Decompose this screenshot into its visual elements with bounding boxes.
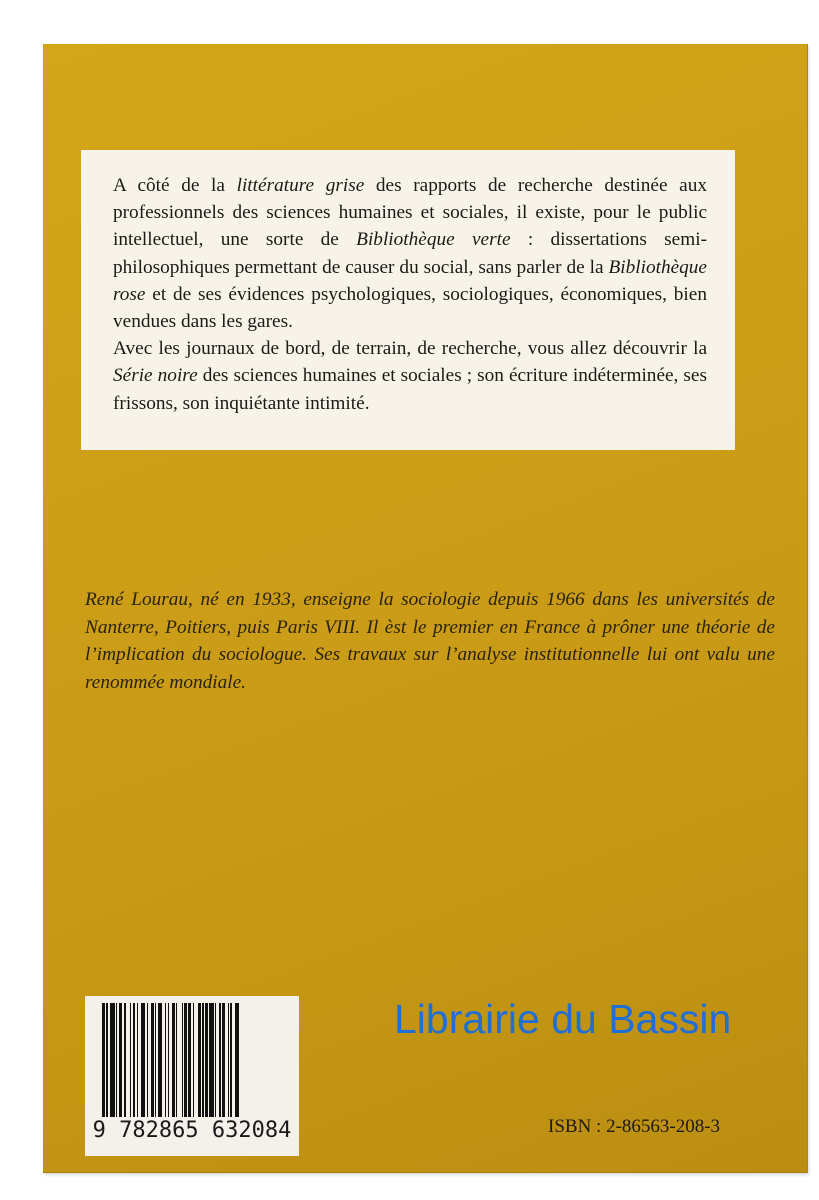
blurb-text: A côté de la <box>113 175 237 196</box>
blurb-italic-title: littérature grise <box>236 175 365 196</box>
isbn-label: ISBN : 2-86563-208-3 <box>548 1116 721 1137</box>
barcode-bars <box>102 1003 280 1117</box>
blurb-italic-title: Bibliothèque verte <box>356 229 511 251</box>
blurb-text: : dissertations semi-philosophiques permettant de causer du social, sans parler de la <box>113 229 707 278</box>
blurb-text: des sciences humaines et sociales ; son écriture indéterminée, ses frissons, son inquiétante intimité. <box>113 365 707 414</box>
blurb-text: Avec les journaux de bord, de terrain, de recherche, vous allez découvrir la <box>113 338 707 360</box>
blurb-italic-title: Série noire <box>113 365 198 387</box>
barcode <box>85 996 299 1156</box>
blurb-italic-title: Bibliothèque rose <box>113 256 707 305</box>
blurb-paragraph-1 <box>113 172 707 335</box>
author-bio: René Lourau, né en 1933, enseigne la sociologie depuis 1966 dans les universités de Nanterre, Poitiers, puis Paris VIII. Il èst le premier en France à prôner une théorie de l’implication du sociologue. Ses travaux sur l’analyse institutionnelle lui ont valu une renommée mondiale. <box>85 589 775 693</box>
blurb-text: des rapports de recherche destinée aux professionnels des sciences humaines et sociales, il existe, pour le public intellectuel, une sorte de <box>113 175 708 251</box>
blurb-text: et de ses évidences psychologiques, sociologiques, économiques, bien vendues dans les gares. <box>113 283 707 333</box>
barcode-digits: 9 782865 632084 <box>92 1118 292 1143</box>
blurb-panel <box>81 150 735 450</box>
blurb-paragraph-2 <box>113 335 707 417</box>
barcode-bar <box>239 1003 240 1117</box>
watermark-text: Librairie du Bassin <box>394 996 732 1042</box>
